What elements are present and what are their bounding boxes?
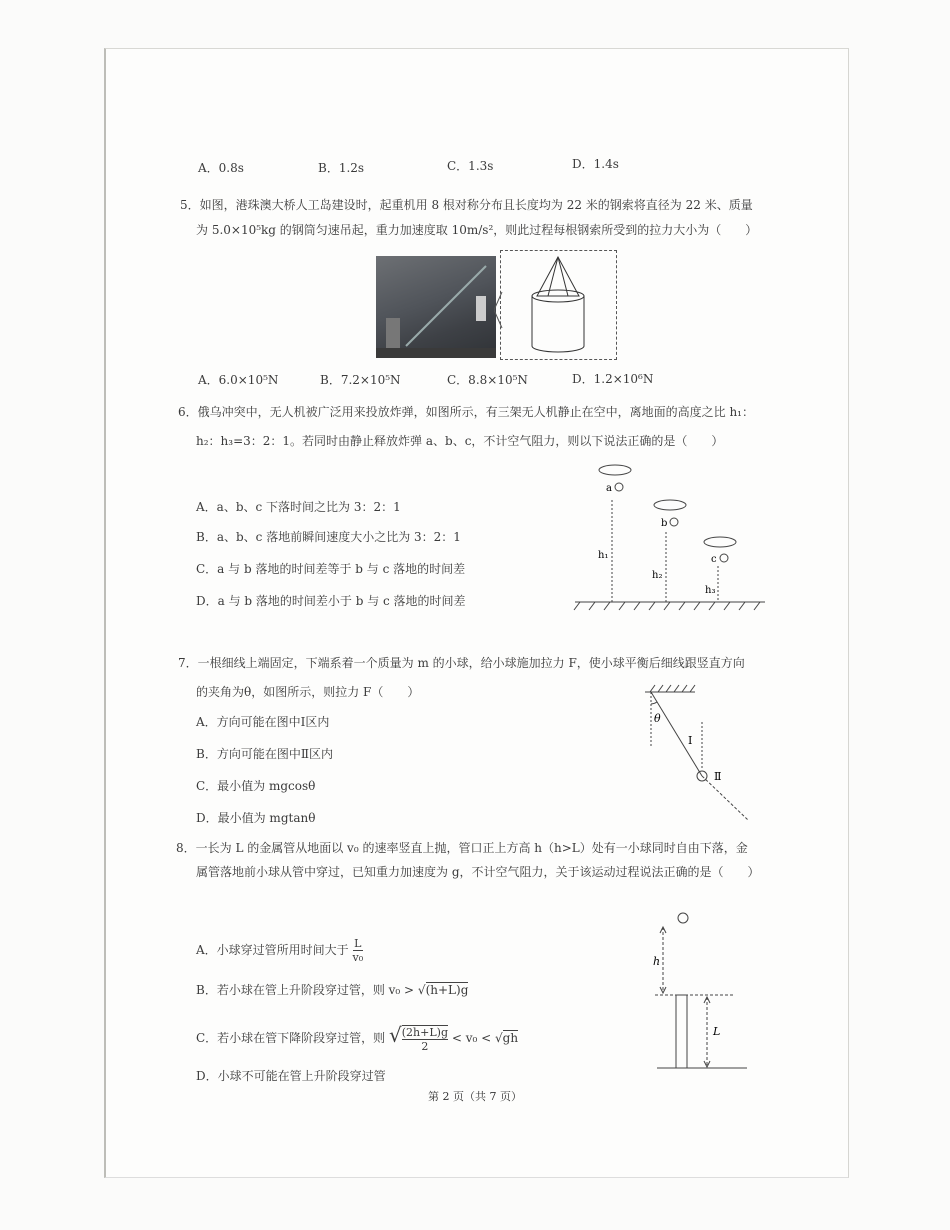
q8-option-c (196, 1022, 518, 1053)
q7-option-a: A．方向可能在图中Ⅰ区内 (196, 715, 330, 729)
pendulum-diagram (610, 680, 760, 825)
label-a: a (606, 483, 612, 494)
option-b-text: B．若小球在管上升阶段穿过管，则 v₀ > (196, 983, 415, 997)
q6-option-a: A．a、b、c 下落时间之比为 3：2：1 (196, 500, 401, 514)
q7-option-c: C．最小值为 mgcosθ (196, 779, 316, 793)
fraction-sqrt (402, 1025, 448, 1053)
q6-option-b: B．a、b、c 落地前瞬间速度大小之比为 3：2：1 (196, 530, 461, 544)
q7-text-line1: 7．一根细线上端固定，下端系着一个质量为 m 的小球，给小球施加拉力 F，使小球平衡后细线跟竖直方向 (178, 656, 745, 670)
crane-icon (376, 256, 496, 358)
drone-b-icon (654, 500, 686, 510)
sqrt-icon: √ (494, 1031, 503, 1045)
label-region-2: Ⅱ (714, 770, 722, 783)
q8-text-line2: 属管落地前小球从管中穿过，已知重力加速度为 g，不计空气阻力，关于该运动过程说法正确的是（ ） (196, 865, 760, 879)
option-d: D．1.4s (572, 157, 619, 171)
label-b: b (661, 518, 668, 529)
label-region-1: Ⅰ (688, 734, 693, 747)
label-c: c (711, 554, 717, 565)
q5-option-d: D．1.2×10⁶N (572, 372, 654, 386)
label-h3: h₃ (705, 585, 716, 596)
q8-option-b (196, 982, 468, 998)
tube-diagram (615, 905, 765, 1080)
label-h: h (653, 955, 661, 968)
cylinder-icon (501, 251, 616, 359)
option-a: A．0.8s (198, 161, 244, 175)
ball-icon (678, 913, 688, 923)
numerator: (2h+L)g (401, 1025, 448, 1039)
q8-option-d: D．小球不可能在管上升阶段穿过管 (196, 1069, 386, 1083)
q5-option-b: B．7.2×10⁵N (320, 373, 401, 387)
q7-text-line2: 的夹角为θ，如图所示，则拉力 F（ ） (196, 685, 420, 699)
sqrt-icon: √ (417, 983, 426, 997)
option-c: C．1.3s (447, 159, 494, 173)
label-theta: θ (654, 712, 661, 725)
denominator: v₀ (352, 951, 364, 964)
option-b: B．1.2s (318, 161, 365, 175)
q5-option-a: A．6.0×10⁵N (198, 373, 279, 387)
sqrt-icon: √ (389, 1023, 402, 1047)
q8-option-a (196, 937, 363, 964)
page-footer: 第 2 页（共 7 页） (428, 1090, 522, 1103)
q7-option-b: B．方向可能在图中Ⅱ区内 (196, 747, 333, 761)
option-a-text: A．小球穿过管所用时间大于 (196, 943, 349, 957)
q6-option-c: C．a 与 b 落地的时间差等于 b 与 c 落地的时间差 (196, 562, 466, 576)
option-c-text: C．若小球在管下降阶段穿过管，则 (196, 1031, 386, 1045)
radicand: gh (502, 1031, 519, 1045)
label-h1: h₁ (598, 550, 609, 561)
inequality: < v₀ < (451, 1031, 492, 1045)
fraction-l-over-v0 (353, 937, 364, 964)
q6-text-line1: 6．俄乌冲突中，无人机被广泛用来投放炸弹，如图所示，有三架无人机静止在空中，离地面的高度之比 h₁： (178, 405, 754, 419)
drone-diagram (570, 460, 770, 620)
metal-tube (676, 995, 687, 1068)
denominator: 2 (421, 1039, 429, 1053)
numerator: L (354, 937, 362, 950)
q8-text-line1: 8．一长为 L 的金属管从地面以 v₀ 的速率竖直上抛，管口正上方高 h（h>L）处有一小球同时自由下落，金 (176, 841, 748, 855)
crane-photo (376, 256, 496, 358)
radicand: (h+L)g (425, 983, 469, 997)
drone-c-icon (704, 537, 736, 547)
q5-text-line2: 为 5.0×10⁵kg 的钢筒匀速吊起，重力加速度取 10m/s²，则此过程每根钢索所受到的拉力大小为（ ） (196, 223, 758, 237)
q6-text-line2: h₂：h₃=3：2：1。若同时由静止释放炸弹 a、b、c，不计空气阻力，则以下说法正确的是（ ） (196, 434, 724, 448)
label-h2: h₂ (652, 570, 663, 581)
q7-option-d: D．最小值为 mgtanθ (196, 811, 316, 825)
drone-a-icon (599, 465, 631, 475)
label-l: L (713, 1025, 721, 1038)
q6-option-d: D．a 与 b 落地的时间差小于 b 与 c 落地的时间差 (196, 594, 466, 608)
q5-text-line1: 5．如图，港珠澳大桥人工岛建设时，起重机用 8 根对称分布且长度均为 22 米的钢索将直径为 22 米、质量 (180, 198, 753, 212)
steel-cylinder-diagram (500, 250, 617, 360)
q5-option-c: C．8.8×10⁵N (447, 373, 528, 387)
